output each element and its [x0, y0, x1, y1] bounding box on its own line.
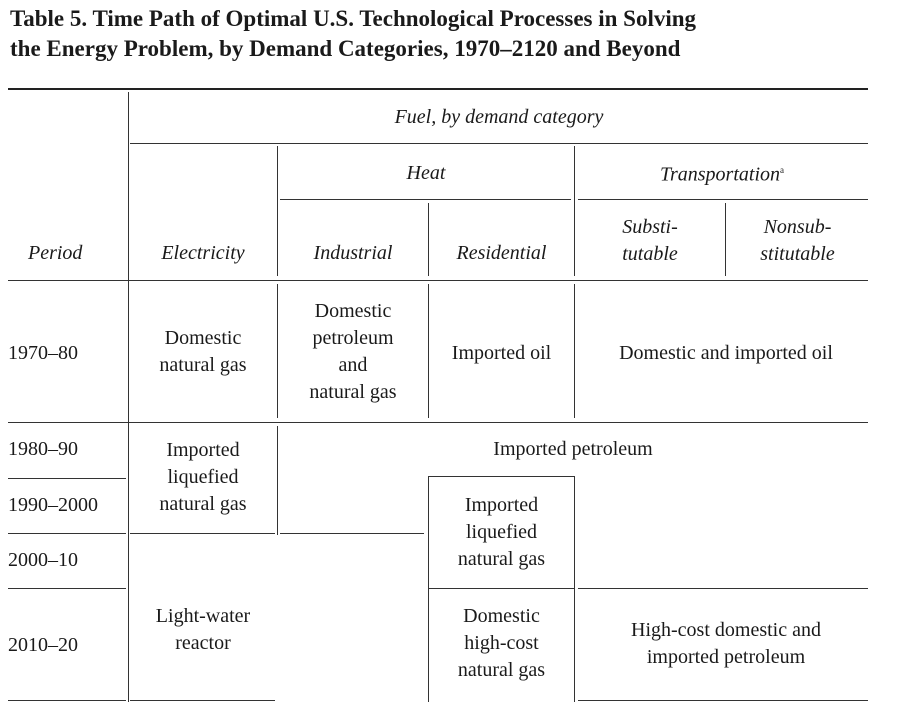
cell-trans-domestic-imported-text: Domestic and imported oil — [619, 341, 833, 364]
header-substitutable-line-2: tutable — [622, 243, 678, 265]
period-1970-80 — [8, 338, 126, 368]
table-title-line-1: Table 5. Time Path of Optimal U.S. Technological Processes in Solving — [10, 6, 697, 31]
stub-divider — [128, 92, 129, 702]
cell-res-lng-line-3: natural gas — [457, 547, 546, 570]
table-title-line-2: the Energy Problem, by Demand Categories, 1970–2120 and Beyond — [10, 36, 681, 61]
divider-sub-nonsub — [725, 203, 726, 276]
cell-elec-domestic-natural-gas — [130, 322, 276, 382]
header-electricity-text: Electricity — [161, 241, 245, 264]
cell-elec-imported-lng — [130, 435, 276, 519]
cell-res-hc-line-3: natural gas — [457, 658, 546, 681]
rule-under-1990 — [8, 533, 126, 534]
cell-elec-light-water-reactor — [130, 601, 276, 659]
header-period-text: Period — [28, 241, 83, 264]
header-heat — [278, 158, 574, 188]
period-1970-80-text: 1970–80 — [8, 341, 78, 364]
header-nonsubstitutable — [727, 212, 868, 270]
rule-bottom-stub — [8, 700, 126, 701]
rule-under-res-lng — [429, 588, 575, 589]
rule-under-1980 — [8, 478, 126, 479]
cell-res-imported-oil-text: Imported oil — [451, 341, 552, 364]
header-transportation — [576, 158, 868, 188]
rule-under-heat — [280, 199, 571, 200]
transportation-label: Transportation — [659, 163, 781, 186]
cell-ind-line-2: petroleum — [312, 327, 394, 349]
rule-under-2000 — [8, 588, 126, 589]
cell-elec-domestic-line-2: natural gas — [159, 354, 247, 376]
period-2000-10 — [8, 545, 126, 575]
rule-top-trans-hc — [578, 588, 868, 589]
cell-imported-petroleum-text: Imported petroleum — [493, 437, 653, 460]
period-2010-20 — [8, 630, 126, 660]
period-1980-90-text: 1980–90 — [8, 437, 78, 460]
cell-res-imported-oil — [429, 338, 574, 368]
header-transportation-text — [660, 157, 784, 189]
cell-res-imported-lng — [429, 490, 574, 574]
cell-ind-line-3: and — [338, 354, 368, 376]
period-1990-2000 — [8, 490, 126, 520]
cell-elec-lng-line-2: liquefied — [167, 465, 239, 488]
header-residential — [429, 238, 574, 268]
res-lng-right-border — [574, 476, 575, 702]
period-1980-90 — [8, 434, 126, 464]
rule-top-res-lng — [429, 476, 575, 477]
header-fuel-text: Fuel, by demand category — [394, 105, 604, 128]
table-title — [10, 4, 890, 64]
header-fuel — [130, 102, 868, 132]
cell-elec-domestic-line-1: Domestic — [164, 327, 242, 349]
cell-elec-lng-line-3: natural gas — [159, 492, 247, 515]
top-rule — [8, 88, 868, 90]
header-substitutable-line-1: Substi- — [622, 216, 678, 238]
header-residential-text: Residential — [456, 241, 547, 264]
cell-res-hc-line-2: high-cost — [464, 631, 539, 654]
cell-res-lng-line-1: Imported — [464, 493, 539, 516]
cell-trans-domestic-imported-oil — [576, 338, 876, 368]
rule-under-elec-lng — [130, 533, 275, 534]
transportation-footnote-marker: a — [780, 165, 785, 176]
cell-trans-hc-line-2: imported petroleum — [646, 646, 806, 668]
period-1990-2000-text: 1990–2000 — [8, 493, 98, 516]
rule-under-1970 — [8, 422, 868, 423]
rule-under-column-heads — [8, 280, 868, 281]
cell-imported-petroleum — [278, 434, 868, 464]
cell-elec-lwr-line-2: reactor — [175, 632, 231, 654]
rule-under-fuel — [130, 143, 868, 144]
cell-ind-line-1: Domestic — [314, 300, 392, 322]
divider-heat-transport — [574, 146, 575, 276]
header-industrial-text: Industrial — [313, 241, 393, 264]
cell-trans-high-cost-petroleum — [576, 615, 876, 673]
header-nonsubstitutable-line-1: Nonsub- — [763, 216, 832, 238]
cell-elec-lwr-line-1: Light-water — [155, 605, 251, 627]
cell-res-lng-line-2: liquefied — [465, 520, 538, 543]
header-heat-text: Heat — [406, 161, 446, 184]
cell-res-domestic-high-cost-gas — [429, 601, 574, 685]
header-nonsubstitutable-line-2: stitutable — [760, 243, 835, 265]
cell-ind-domestic-petroleum-gas — [278, 295, 428, 409]
rule-under-transport — [578, 199, 868, 200]
header-industrial — [278, 238, 428, 268]
cell-trans-hc-line-1: High-cost domestic and — [631, 619, 821, 641]
period-2010-20-text: 2010–20 — [8, 633, 78, 656]
cell-elec-lng-line-1: Imported — [166, 438, 240, 461]
rule-bottom-trans — [578, 700, 868, 701]
divider-1970-res-trans — [574, 284, 575, 418]
header-substitutable — [576, 212, 724, 270]
cell-ind-line-4: natural gas — [309, 381, 397, 403]
header-electricity — [130, 238, 276, 268]
rule-bottom-elec — [130, 700, 275, 701]
cell-res-hc-line-1: Domestic — [463, 604, 540, 627]
header-period — [28, 238, 124, 268]
rule-under-industrial-petroleum — [280, 533, 424, 534]
period-2000-10-text: 2000–10 — [8, 548, 78, 571]
